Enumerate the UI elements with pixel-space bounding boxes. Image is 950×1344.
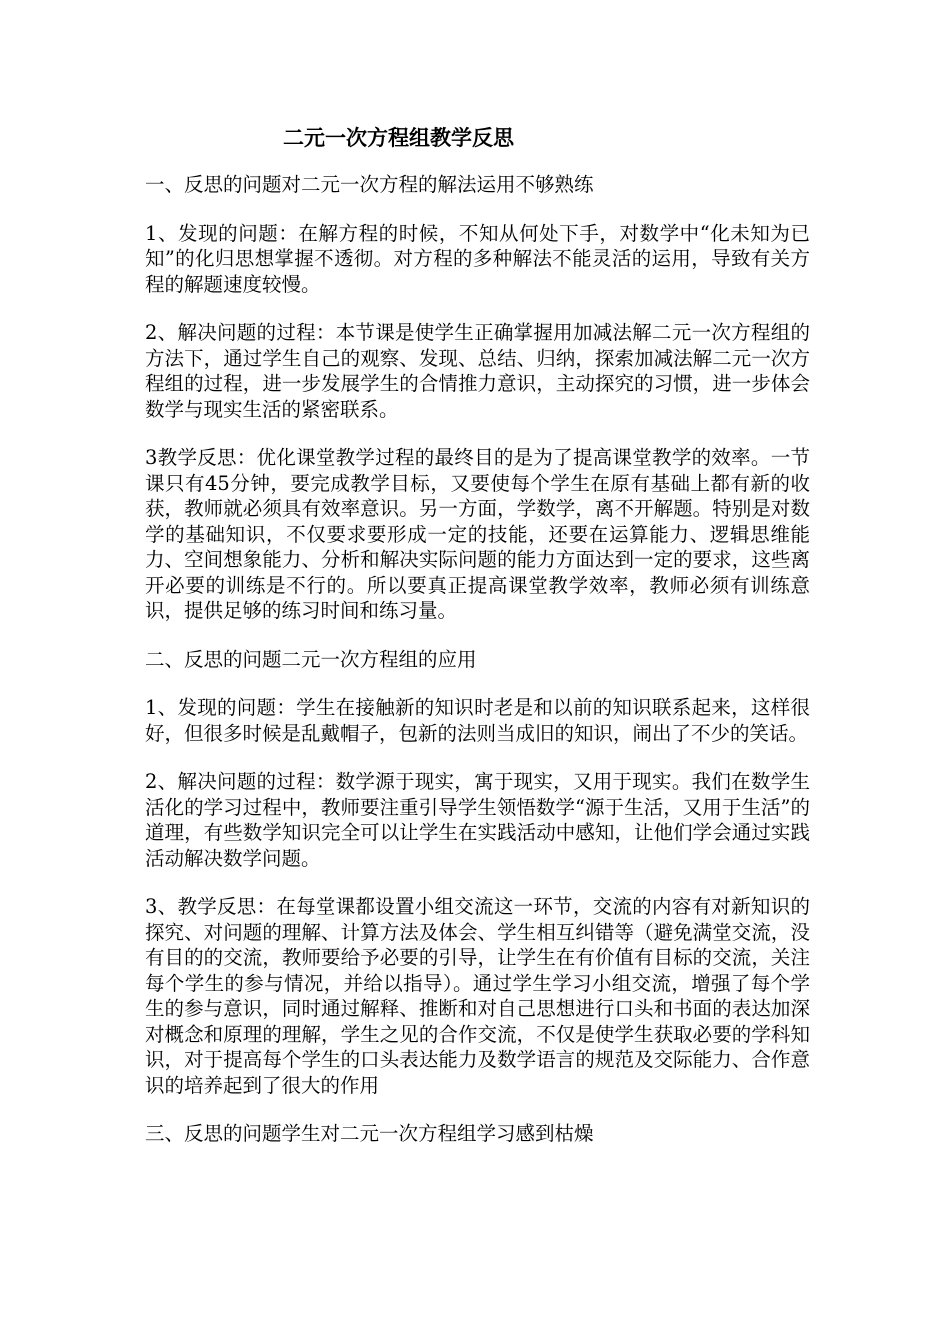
paragraph-2-3: 3、教学反思：在每堂课都设置小组交流这一环节，交流的内容有对新知识的探究、对问题的理解、计算方法及体会、学生相互纠错等（避免满堂交流，没有目的的交流，教师要给予必要的引导，让学生在有价值有目标的交流，关注每个学生的参与情况，并给以指导）。通过学生学习小组交流，增强了每个学生的参与意识，同时通过解释、推断和对自己思想进行口头和书面的表达加深对概念和原理的理解，学生之见的合作交流，不仅是使学生获取必要的学科知识，对于提高每个学生的口头表达能力及数学语言的规范及交际能力、合作意识的培养起到了很大的作用 xyxy=(145,895,810,1097)
section-heading-2: 二、反思的问题二元一次方程组的应用 xyxy=(145,647,477,671)
paragraph-1-3: 3教学反思：优化课堂教学过程的最终目的是为了提高课堂教学的效率。一节课只有45分钟，要完成教学目标，又要使每个学生在原有基础上都有新的收获，教师就必须具有效率意识。另一方面，学数学，离不开解题。特别是对数学的基础知识，不仅要求要形成一定的技能，还要在运算能力、逻辑思维能力、空间想象能力、分析和解决实际问题的能力方面达到一定的要求，这些离开必要的训练是不行的。所以要真正提高课堂教学效率，教师必须有训练意识，提供足够的练习时间和练习量。 xyxy=(145,446,810,622)
paragraph-1-2: 2、解决问题的过程：本节课是使学生正确掌握用加减法解二元一次方程组的方法下，通过学生自己的观察、发现、总结、归纳，探索加减法解二元一次方程组的过程，进一步发展学生的合情推力意识，主动探究的习惯，进一步体会数学与现实生活的紧密联系。 xyxy=(145,321,810,421)
document-body xyxy=(145,172,810,1170)
paragraph-2-2: 2、解决问题的过程：数学源于现实，寓于现实，又用于现实。我们在数学生活化的学习过程中，教师要注重引导学生领悟数学“源于生活，又用于生活”的道理，有些数学知识完全可以让学生在实践活动中感知，让他们学会通过实践活动解决数学问题。 xyxy=(145,770,810,870)
section-heading-1: 一、反思的问题对二元一次方程的解法运用不够熟练 xyxy=(145,173,594,196)
paragraph-1-1: 1、发现的问题：在解方程的时候，不知从何处下手，对数学中“化未知为已知”的化归思想掌握不透彻。对方程的多种解法不能灵活的运用，导致有关方程的解题速度较慢。 xyxy=(145,221,810,296)
paragraph-2-1: 1、发现的问题：学生在接触新的知识时老是和以前的知识联系起来，这样很好，但很多时候是乱戴帽子，包新的法则当成旧的知识，闹出了不少的笑话。 xyxy=(145,696,810,745)
document-title: 二元一次方程组教学反思 xyxy=(283,125,514,150)
section-heading-3: 三、反思的问题学生对二元一次方程组学习感到枯燥 xyxy=(145,1122,594,1145)
